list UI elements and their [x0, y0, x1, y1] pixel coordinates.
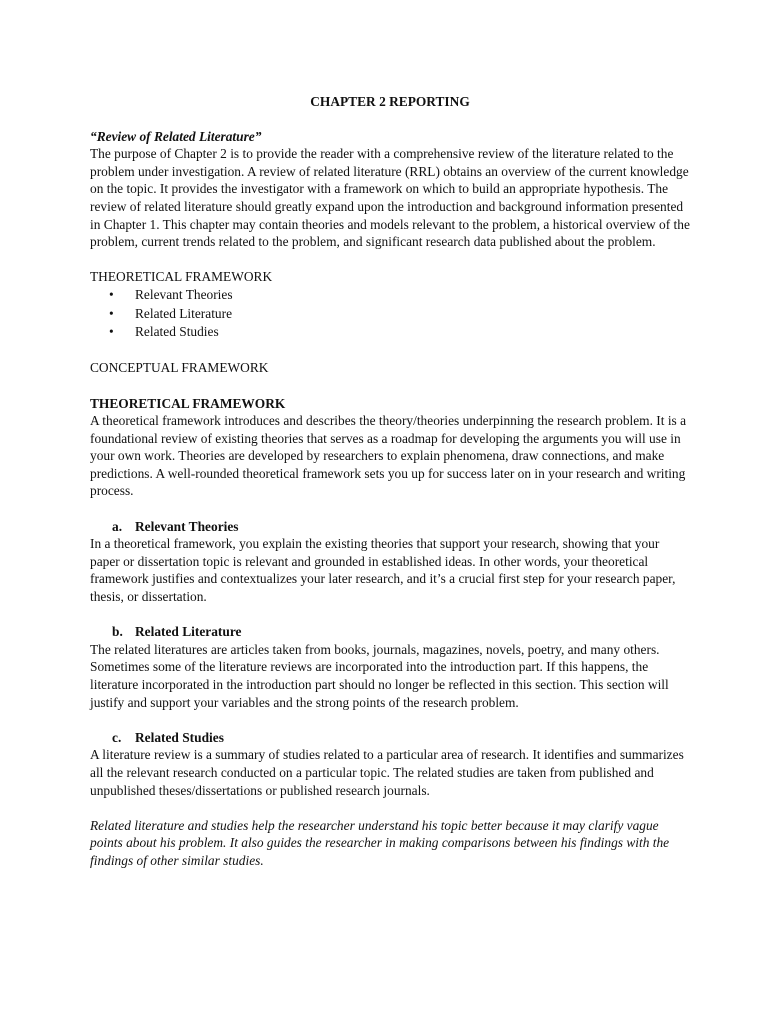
document-title: CHAPTER 2 REPORTING — [310, 94, 470, 109]
subsection-heading-related-studies — [90, 729, 690, 747]
subsection-letter: b. — [112, 624, 123, 640]
subsection-title: Related Literature — [135, 624, 242, 640]
bullet-icon: • — [109, 324, 114, 340]
list-item — [109, 286, 690, 304]
spacer — [90, 342, 690, 360]
bullet-label: Related Studies — [135, 324, 219, 340]
spacer — [90, 377, 690, 395]
outline-heading-conceptual: CONCEPTUAL FRAMEWORK — [90, 360, 269, 376]
closing-paragraph: Related literature and studies help the researcher understand his topic better because it may clarify vague points about his problem. It also guides the researcher in making comparisons between his findings with the findings of other similar studies. — [90, 817, 670, 868]
list-item — [109, 323, 690, 341]
intro-paragraph: The purpose of Chapter 2 is to provide the reader with a comprehensive review of the literature related to the problem under investigation. A review of related literature (RRL) obtains an overview of the current knowledge on the topic. It provides the investigator with a framework on which to build an appropriate hypothesis. The review of related literature should greatly expand upon the introduction and background information presented in Chapter 1. This chapter may contain theories and models relevant to the problem, a historical overview of the problem, current trends related to the problem, and significant research data published about the problem. — [90, 146, 690, 250]
section-heading-theoretical: THEORETICAL FRAMEWORK — [90, 395, 286, 411]
subsection-letter: a. — [112, 518, 123, 534]
list-item — [109, 305, 690, 323]
spacer — [90, 799, 690, 817]
outline-heading-theoretical: THEORETICAL FRAMEWORK — [90, 269, 273, 285]
bullet-label: Relevant Theories — [135, 286, 233, 302]
subsection-heading-relevant-theories — [90, 518, 690, 536]
document-subtitle: “Review of Related Literature” — [90, 128, 262, 144]
bullet-label: Related Literature — [135, 305, 233, 321]
relevant-theories-paragraph: In a theoretical framework, you explain the existing theories that support your research, showing that your paper or dissertation topic is relevant and grounded in established ideas. In other words, your theoretical framework justifies and contextualizes your later research, and it’s a crucial first step for your research paper, thesis, or dissertation. — [90, 536, 676, 605]
bullet-icon: • — [109, 286, 114, 302]
subsection-title: Related Studies — [135, 729, 224, 745]
spacer — [90, 606, 690, 624]
outline-bullet-list — [90, 286, 690, 341]
related-literature-paragraph: The related literatures are articles taken from books, journals, magazines, novels, poetry, and many others. Sometimes some of the literature reviews are incorporated into the introduction part. If this happens, the literature incorporated in the introduction part should no longer be reflected in this section. This section will justify and support your variables and the strong points of the research problem. — [90, 641, 669, 710]
spacer — [90, 711, 690, 729]
subsection-heading-related-literature — [90, 623, 690, 641]
spacer — [90, 500, 690, 518]
subsection-title: Relevant Theories — [135, 518, 239, 534]
document-page — [90, 93, 690, 870]
related-studies-paragraph: A literature review is a summary of studies related to a particular area of research. It identifies and summarizes all the relevant research conducted on a particular topic. The related studies are taken from published and unpublished theses/dissertations or published research journals. — [90, 747, 684, 798]
spacer — [90, 251, 690, 269]
bullet-icon: • — [109, 305, 114, 321]
theoretical-paragraph: A theoretical framework introduces and describes the theory/theories underpinning the research problem. It is a foundational review of existing theories that serves as a roadmap for developing the arguments you will use in your own work. Theories are developed by researchers to explain phenomena, draw connections, and make predictions. A well-rounded theoretical framework sets you up for success later on in your research and writing process. — [90, 413, 687, 499]
subsection-letter: c. — [112, 729, 122, 745]
